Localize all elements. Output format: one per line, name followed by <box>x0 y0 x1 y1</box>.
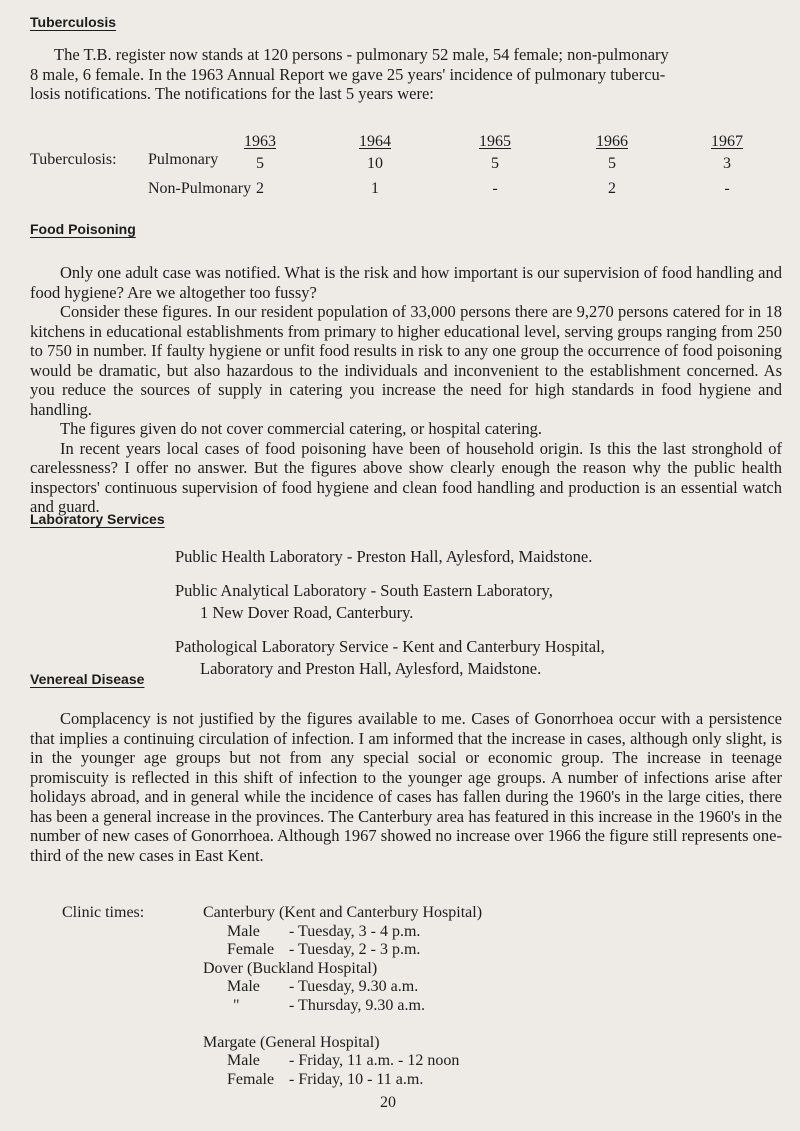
session-time: - Tuesday, 9.30 a.m. <box>289 978 419 996</box>
clinic-session <box>203 1071 763 1090</box>
tuberculosis-intro <box>30 45 782 104</box>
table-cell: 3 <box>723 155 731 172</box>
year-header: 1966 <box>596 133 628 150</box>
table-cell: 2 <box>608 180 616 197</box>
clinic-session <box>203 1052 763 1071</box>
session-who: Female <box>227 941 275 959</box>
paragraph: Complacency is not justified by the figures available to me. Cases of Gonorrhoea occur with a persistence that implies a continuing circulation of infection. I am informed that the increase in cases, although only slight, is in the younger age groups but not from any special social or economic group. The increase in teenage promiscuity is reflected in this shift of infection to the younger age groups. A number of infections arise after holidays abroad, and in general while the incidence of cases has fallen during the 1960's in the large cities, there has been a general increase in the provinces. The Canterbury area has featured in this increase in the 1960's in the number of new cases of Gonorrhoea. Although 1967 showed no increase over 1966 the figure still represents one-third of the new cases in East Kent. <box>30 709 782 865</box>
food-poisoning-body <box>30 263 782 517</box>
table-row-label: Tuberculosis: <box>30 151 117 168</box>
clinic-name: Canterbury (Kent and Canterbury Hospital) <box>203 904 483 921</box>
session-time: - Tuesday, 3 - 4 p.m. <box>289 922 421 940</box>
table-cell: 5 <box>608 155 616 172</box>
venereal-body <box>30 709 782 865</box>
laboratory-entry-cont: 1 New Dover Road, Canterbury. <box>200 603 414 622</box>
clinic-times-label: Clinic times: <box>62 904 145 921</box>
paragraph: Consider these figures. In our resident population of 33,000 persons there are 9,270 persons catered for in 18 kitchens in educational establishments from primary to higher educational level, serving groups ranging from 250 to 750 in number. If faulty hygiene or unfit food results in risk to any one group the occurrence of food poisoning would be dramatic, but also hazardous to the individuals and inconvenient to the establishment concerned. As you reduce the sources of supply in catering you increase the need for high standards in food hygiene and handling. <box>30 302 782 419</box>
session-time: - Friday, 10 - 11 a.m. <box>289 1070 424 1088</box>
clinic-name: Dover (Buckland Hospital) <box>203 959 378 977</box>
clinic-name: Margate (General Hospital) <box>203 1033 380 1051</box>
session-who: Male <box>227 978 260 996</box>
table-cell: 2 <box>256 180 264 197</box>
session-who: Male <box>227 1052 260 1070</box>
table-cell: - <box>724 180 730 197</box>
session-who: " <box>233 996 240 1014</box>
paragraph: Only one adult case was notified. What is the risk and how important is our supervision of food handling and food hygiene? Are we altogether too fussy? <box>30 263 782 302</box>
laboratory-entry-cont: Laboratory and Preston Hall, Aylesford, Maidstone. <box>200 659 542 678</box>
year-header: 1963 <box>244 133 276 150</box>
year-header: 1967 <box>711 133 743 150</box>
session-time: - Thursday, 9.30 a.m. <box>289 996 425 1014</box>
clinic-list <box>203 904 763 1089</box>
laboratory-entry: Public Health Laboratory - Preston Hall, Aylesford, Maidstone. <box>175 547 593 566</box>
year-header: 1964 <box>359 133 391 150</box>
session-who: Female <box>227 1070 275 1088</box>
laboratory-list <box>175 547 775 682</box>
table-cell: 1 <box>371 180 379 197</box>
table-cell: 5 <box>256 155 264 172</box>
intro-line: The T.B. register now stands at 120 persons - pulmonary 52 male, 54 female; non-pulmonary <box>54 45 669 64</box>
table-cell: 10 <box>367 155 383 172</box>
clinic-session <box>203 997 763 1016</box>
laboratory-entry: Public Analytical Laboratory - South Eastern Laboratory, <box>175 580 553 600</box>
food-poisoning-heading: Food Poisoning <box>30 221 136 237</box>
paragraph: In recent years local cases of food poisoning have been of household origin. Is this the last stronghold of carelessness? I offer no answer. But the figures above show clearly enough the reason why the public health inspectors' continuous supervision of food hygiene and clean food handling and production is an essential watch and guard. <box>30 438 782 516</box>
clinic-session <box>203 923 763 942</box>
laboratory-entry: Pathological Laboratory Service - Kent and Canterbury Hospital, <box>175 636 605 656</box>
year-header: 1965 <box>479 133 511 150</box>
paragraph: The figures given do not cover commercial catering, or hospital catering. <box>60 419 542 438</box>
table-cell: 5 <box>491 155 499 172</box>
tuberculosis-heading: Tuberculosis <box>30 14 117 30</box>
intro-line: 8 male, 6 female. In the 1963 Annual Report we gave 25 years' incidence of pulmonary tubercu- <box>30 64 666 84</box>
session-who: Male <box>227 922 260 940</box>
row-non-pulmonary-label: Non-Pulmonary <box>148 180 252 197</box>
row-pulmonary-label: Pulmonary <box>148 151 219 168</box>
clinic-session <box>203 978 763 997</box>
table-cell: - <box>492 180 498 197</box>
session-time: - Tuesday, 2 - 3 p.m. <box>289 941 421 959</box>
intro-line: losis notifications. The notifications for the last 5 years were: <box>30 84 434 103</box>
venereal-heading: Venereal Disease <box>30 671 145 687</box>
laboratory-heading: Laboratory Services <box>30 511 165 527</box>
clinic-session <box>203 941 763 960</box>
page-number: 20 <box>380 1094 396 1111</box>
session-time: - Friday, 11 a.m. - 12 noon <box>289 1052 460 1070</box>
